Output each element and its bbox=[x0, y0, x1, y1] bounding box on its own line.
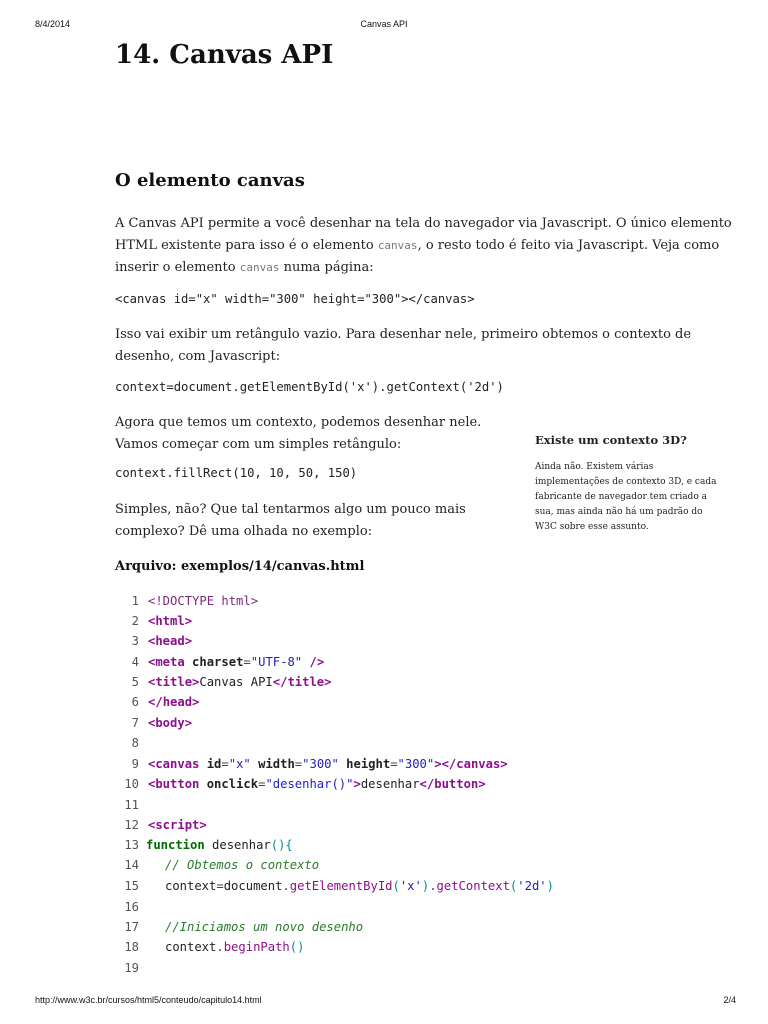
code-snippet-canvas-tag: <canvas id="x" width="300" height="300"></canvas> bbox=[115, 292, 475, 306]
intro-text-a: A Canvas API permite a você desenhar na tela do navegador via Javascript. O único elemento HTML existente para isso é o elemento bbox=[115, 216, 732, 253]
code-line bbox=[115, 614, 715, 634]
token: meta bbox=[155, 655, 185, 669]
section-title: O elemento canvas bbox=[115, 170, 305, 191]
token: </ bbox=[419, 777, 435, 791]
token: (){ bbox=[270, 838, 293, 852]
line-number: 19 bbox=[124, 961, 139, 975]
code-line bbox=[115, 838, 715, 858]
line-number: 3 bbox=[131, 634, 139, 648]
line-number: 14 bbox=[124, 858, 139, 872]
print-date: 8/4/2014 bbox=[35, 19, 71, 29]
code-line bbox=[115, 961, 715, 981]
token: </ bbox=[272, 675, 288, 689]
code-line bbox=[115, 818, 715, 838]
token: "x" bbox=[228, 757, 251, 771]
token: button bbox=[434, 777, 479, 791]
code-line bbox=[115, 655, 715, 675]
line-number: 13 bbox=[124, 838, 139, 852]
token: > bbox=[192, 695, 200, 709]
line-number: 8 bbox=[131, 736, 139, 750]
line-number: 16 bbox=[124, 900, 139, 914]
code-line bbox=[115, 675, 715, 695]
token: context bbox=[165, 879, 217, 893]
token: desenhar bbox=[204, 838, 271, 852]
token: document bbox=[223, 879, 283, 893]
token: < bbox=[148, 818, 156, 832]
token: () bbox=[289, 940, 305, 954]
code-line bbox=[115, 940, 715, 960]
token: = bbox=[221, 757, 229, 771]
token bbox=[185, 655, 192, 669]
token: > bbox=[192, 675, 200, 689]
line-number: 17 bbox=[124, 920, 139, 934]
token: context bbox=[165, 940, 217, 954]
file-label: Arquivo: exemplos/14/canvas.html bbox=[115, 559, 365, 574]
token: function bbox=[146, 838, 205, 852]
token: > bbox=[324, 675, 332, 689]
line-number: 15 bbox=[124, 879, 139, 893]
token: . bbox=[216, 940, 224, 954]
token: "UTF-8" bbox=[250, 655, 303, 669]
code-line bbox=[115, 695, 715, 715]
line-number: 1 bbox=[131, 594, 139, 608]
token: </ bbox=[148, 695, 163, 709]
token: width bbox=[258, 757, 295, 771]
token: = bbox=[243, 655, 251, 669]
code-snippet-get-context: context=document.getElementById('x').getContext('2d') bbox=[115, 380, 504, 394]
token: > bbox=[353, 777, 361, 791]
token: script bbox=[155, 818, 200, 832]
token: /> bbox=[302, 655, 325, 669]
token: > bbox=[199, 818, 207, 832]
line-number: 6 bbox=[131, 695, 139, 709]
token: > bbox=[478, 777, 486, 791]
token: getElementById bbox=[289, 879, 393, 893]
token: < bbox=[148, 777, 156, 791]
token: < bbox=[148, 675, 156, 689]
token: . bbox=[429, 879, 437, 893]
token bbox=[199, 777, 206, 791]
line-number: 11 bbox=[124, 798, 139, 812]
token: < bbox=[148, 716, 156, 730]
token: = bbox=[390, 757, 398, 771]
token: title bbox=[287, 675, 325, 689]
code-line bbox=[115, 900, 715, 920]
token: !DOCTYPE html bbox=[155, 594, 251, 608]
token: title bbox=[155, 675, 193, 689]
token: > bbox=[500, 757, 508, 771]
footer-url: http://www.w3c.br/cursos/html5/conteudo/capitulo14.html bbox=[35, 995, 262, 1005]
page-title: 14. Canvas API bbox=[115, 40, 334, 70]
token: > bbox=[250, 594, 259, 608]
token: "desenhar()" bbox=[265, 777, 354, 791]
token: body bbox=[155, 716, 185, 730]
intro-paragraph bbox=[115, 213, 735, 279]
token: id bbox=[206, 757, 222, 771]
code-line bbox=[115, 594, 715, 614]
line-number: 9 bbox=[131, 757, 139, 771]
token: ( bbox=[509, 879, 518, 893]
token: ) bbox=[546, 879, 554, 893]
token: '2d' bbox=[517, 879, 547, 893]
token: > bbox=[184, 614, 193, 628]
token: charset bbox=[192, 655, 244, 669]
sidebar-note bbox=[535, 433, 720, 535]
inline-code-canvas-2: canvas bbox=[239, 261, 280, 274]
inline-code-canvas: canvas bbox=[377, 239, 418, 252]
token: < bbox=[148, 614, 156, 628]
code-line bbox=[115, 798, 715, 818]
code-line bbox=[115, 920, 715, 940]
token: Canvas API bbox=[199, 675, 273, 689]
token: "300" bbox=[397, 757, 435, 771]
sidebar-title: Existe um contexto 3D? bbox=[535, 433, 687, 447]
print-header-title: Canvas API bbox=[360, 19, 408, 29]
token: = bbox=[216, 879, 224, 893]
code-line bbox=[115, 634, 715, 654]
code-line bbox=[115, 858, 715, 878]
token: ) bbox=[421, 879, 430, 893]
paragraph-rectangle: Agora que temos um contexto, podemos desenhar nele. Vamos começar com um simples retângulo: bbox=[115, 415, 482, 452]
token: ( bbox=[392, 879, 400, 893]
token: < bbox=[148, 594, 156, 608]
token: > bbox=[184, 716, 193, 730]
code-line bbox=[115, 777, 715, 797]
sidebar-body: Ainda não. Existem várias implementações de contexto 3D, e cada fabricante de navegador tem criado a sua, mas ainda não há um padrão do W3C sobre esse assunto. bbox=[535, 462, 717, 532]
token: head bbox=[162, 695, 193, 709]
token bbox=[251, 757, 258, 771]
token: onclick bbox=[206, 777, 259, 791]
paragraph-example: Simples, não? Que tal tentarmos algo um pouco mais complexo? Dê uma olhada no exemplo: bbox=[115, 502, 466, 539]
token: </ bbox=[441, 757, 457, 771]
token: < bbox=[148, 655, 156, 669]
code-line bbox=[115, 757, 715, 777]
token: 'x' bbox=[399, 879, 422, 893]
token: canvas bbox=[456, 757, 501, 771]
token: > bbox=[434, 757, 442, 771]
token: html bbox=[155, 614, 185, 628]
line-number: 10 bbox=[124, 777, 139, 791]
code-line bbox=[115, 736, 715, 756]
token: getContext bbox=[436, 879, 510, 893]
token: beginPath bbox=[223, 940, 290, 954]
token: = bbox=[294, 757, 303, 771]
intro-text-b: , o resto todo é feito via Javascript. Veja como inserir o elemento bbox=[115, 238, 720, 275]
code-line bbox=[115, 716, 715, 736]
page-number: 2/4 bbox=[723, 995, 736, 1005]
token: button bbox=[155, 777, 200, 791]
token: < bbox=[148, 634, 156, 648]
token: head bbox=[155, 634, 185, 648]
line-number: 7 bbox=[131, 716, 139, 730]
code-snippet-fill-rect: context.fillRect(10, 10, 50, 150) bbox=[115, 466, 358, 480]
token: "300" bbox=[302, 757, 339, 771]
token: canvas bbox=[155, 757, 200, 771]
token: desenhar bbox=[360, 777, 420, 791]
paragraph-context: Isso vai exibir um retângulo vazio. Para desenhar nele, primeiro obtemos o contexto de desenho, com Javascript: bbox=[115, 327, 692, 364]
token: = bbox=[258, 777, 266, 791]
token bbox=[199, 757, 206, 771]
token: // Obtemos o contexto bbox=[165, 858, 320, 872]
token: height bbox=[346, 757, 391, 771]
intro-text-c: numa página: bbox=[279, 260, 374, 275]
line-number: 5 bbox=[131, 675, 139, 689]
code-line bbox=[115, 879, 715, 899]
line-number: 18 bbox=[124, 940, 139, 954]
line-number: 12 bbox=[124, 818, 139, 832]
line-number: 2 bbox=[131, 614, 139, 628]
token: //Iniciamos um novo desenho bbox=[165, 920, 364, 934]
token: . bbox=[282, 879, 290, 893]
token: > bbox=[184, 634, 193, 648]
token: < bbox=[148, 757, 156, 771]
line-number: 4 bbox=[131, 655, 139, 669]
